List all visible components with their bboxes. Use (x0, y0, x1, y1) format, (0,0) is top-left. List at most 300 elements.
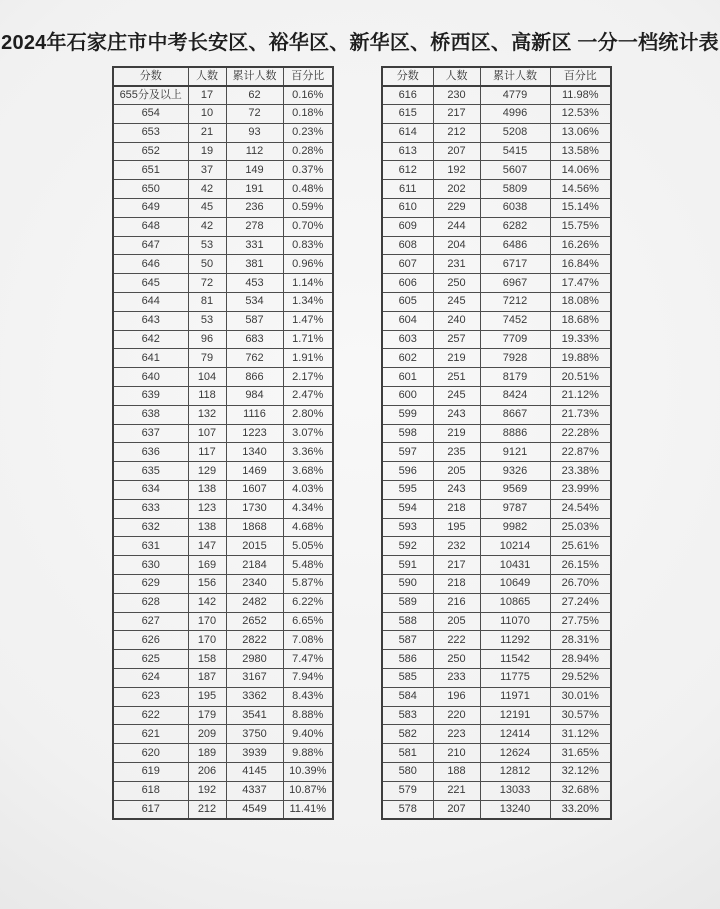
table-row (382, 781, 611, 800)
table-cell: 231 (433, 255, 480, 274)
table-cell: 8.88% (283, 706, 333, 725)
table-cell: 651 (113, 161, 188, 180)
table-cell: 24.54% (550, 499, 611, 518)
table-cell: 2.47% (283, 387, 333, 406)
score-table-right (381, 66, 612, 820)
table-cell: 32.68% (550, 781, 611, 800)
table-cell: 5.48% (283, 556, 333, 575)
table-cell: 245 (433, 387, 480, 406)
table-cell: 169 (188, 556, 226, 575)
table-cell: 29.52% (550, 669, 611, 688)
table-cell: 1.71% (283, 330, 333, 349)
table-cell: 11542 (480, 650, 550, 669)
table-cell: 10214 (480, 537, 550, 556)
table-cell: 613 (382, 142, 433, 161)
table-cell: 14.06% (550, 161, 611, 180)
table-cell: 598 (382, 424, 433, 443)
table-cell: 42 (188, 217, 226, 236)
table-cell: 0.28% (283, 142, 333, 161)
table-cell: 594 (382, 499, 433, 518)
table-row (382, 236, 611, 255)
table-cell: 123 (188, 499, 226, 518)
table-cell: 21.73% (550, 405, 611, 424)
table-cell: 606 (382, 274, 433, 293)
table-cell: 628 (113, 593, 188, 612)
table-cell: 614 (382, 123, 433, 142)
table-cell: 4.34% (283, 499, 333, 518)
table-cell: 28.94% (550, 650, 611, 669)
table-cell: 31.65% (550, 744, 611, 763)
table-cell: 220 (433, 706, 480, 725)
table-cell: 602 (382, 349, 433, 368)
table-cell: 236 (226, 199, 283, 218)
table-cell: 196 (433, 687, 480, 706)
table-cell: 243 (433, 481, 480, 500)
table-cell: 9.88% (283, 744, 333, 763)
table-cell: 3167 (226, 669, 283, 688)
table-cell: 156 (188, 575, 226, 594)
table-row (113, 180, 333, 199)
table-cell: 240 (433, 311, 480, 330)
table-cell: 12624 (480, 744, 550, 763)
table-row (382, 593, 611, 612)
table-row (113, 424, 333, 443)
table-cell: 27.75% (550, 612, 611, 631)
table-cell: 170 (188, 631, 226, 650)
page-title: 2024年石家庄市中考长安区、裕华区、新华区、桥西区、高新区 一分一档统计表 (1, 32, 719, 54)
table-row (382, 105, 611, 124)
table-cell: 26.15% (550, 556, 611, 575)
table-row (113, 443, 333, 462)
table-cell: 53 (188, 236, 226, 255)
table-cell: 250 (433, 650, 480, 669)
table-cell: 0.70% (283, 217, 333, 236)
table-cell: 10 (188, 105, 226, 124)
table-row (382, 481, 611, 500)
header-cumulative: 累计人数 (480, 67, 550, 86)
table-cell: 18.08% (550, 293, 611, 312)
table-cell: 206 (188, 762, 226, 781)
table-cell: 630 (113, 556, 188, 575)
table-cell: 631 (113, 537, 188, 556)
table-cell: 0.59% (283, 199, 333, 218)
table-cell: 27.24% (550, 593, 611, 612)
table-row (113, 556, 333, 575)
table-cell: 21.12% (550, 387, 611, 406)
table-cell: 233 (433, 669, 480, 688)
table-cell: 158 (188, 650, 226, 669)
table-cell: 11292 (480, 631, 550, 650)
table-cell: 588 (382, 612, 433, 631)
table-cell: 625 (113, 650, 188, 669)
table-cell: 10865 (480, 593, 550, 612)
table-cell: 207 (433, 800, 480, 819)
table-cell: 5.87% (283, 575, 333, 594)
table-cell: 2.80% (283, 405, 333, 424)
table-row (113, 650, 333, 669)
table-cell: 223 (433, 725, 480, 744)
table-cell: 604 (382, 311, 433, 330)
table-cell: 762 (226, 349, 283, 368)
table-cell: 618 (113, 781, 188, 800)
table-cell: 16.84% (550, 255, 611, 274)
table-cell: 590 (382, 575, 433, 594)
table-row (382, 725, 611, 744)
header-score: 分数 (382, 67, 433, 86)
header-count: 人数 (188, 67, 226, 86)
table-cell: 138 (188, 481, 226, 500)
table-cell: 2822 (226, 631, 283, 650)
table-row (382, 255, 611, 274)
table-cell: 79 (188, 349, 226, 368)
table-cell: 1116 (226, 405, 283, 424)
table-row (113, 800, 333, 819)
table-row (113, 236, 333, 255)
table-cell: 250 (433, 274, 480, 293)
table-cell: 229 (433, 199, 480, 218)
table-cell: 2340 (226, 575, 283, 594)
table-cell: 2.17% (283, 368, 333, 387)
table-cell: 13.58% (550, 142, 611, 161)
table-cell: 11971 (480, 687, 550, 706)
table-row (113, 217, 333, 236)
table-cell: 5208 (480, 123, 550, 142)
table-cell: 634 (113, 481, 188, 500)
table-cell: 0.37% (283, 161, 333, 180)
table-cell: 12.53% (550, 105, 611, 124)
table-row (113, 86, 333, 105)
table-cell: 0.16% (283, 86, 333, 105)
table-cell: 21 (188, 123, 226, 142)
table-cell: 10431 (480, 556, 550, 575)
table-cell: 6038 (480, 199, 550, 218)
table-cell: 191 (226, 180, 283, 199)
table-cell: 633 (113, 499, 188, 518)
table-cell: 188 (433, 762, 480, 781)
header-score: 分数 (113, 67, 188, 86)
table-row (382, 631, 611, 650)
table-cell: 218 (433, 575, 480, 594)
table-cell: 28.31% (550, 631, 611, 650)
table-row (113, 199, 333, 218)
table-row (113, 518, 333, 537)
table-cell: 641 (113, 349, 188, 368)
table-cell: 3939 (226, 744, 283, 763)
table-cell: 0.18% (283, 105, 333, 124)
table-cell: 589 (382, 593, 433, 612)
table-cell: 4779 (480, 86, 550, 105)
table-cell: 639 (113, 387, 188, 406)
table-row (382, 349, 611, 368)
table-cell: 6486 (480, 236, 550, 255)
table-cell: 81 (188, 293, 226, 312)
table-cell: 32.12% (550, 762, 611, 781)
table-cell: 9.40% (283, 725, 333, 744)
table-cell: 10649 (480, 575, 550, 594)
table-cell: 655分及以上 (113, 86, 188, 105)
table-cell: 616 (382, 86, 433, 105)
table-cell: 12812 (480, 762, 550, 781)
table-cell: 195 (433, 518, 480, 537)
table-cell: 207 (433, 142, 480, 161)
table-row (382, 499, 611, 518)
table-cell: 205 (433, 462, 480, 481)
table-cell: 10.87% (283, 781, 333, 800)
table-cell: 112 (226, 142, 283, 161)
table-cell: 4549 (226, 800, 283, 819)
table-cell: 635 (113, 462, 188, 481)
table-row (113, 105, 333, 124)
table-cell: 93 (226, 123, 283, 142)
table-cell: 232 (433, 537, 480, 556)
table-cell: 23.38% (550, 462, 611, 481)
table-cell: 580 (382, 762, 433, 781)
table-cell: 5607 (480, 161, 550, 180)
table-cell: 235 (433, 443, 480, 462)
table-cell: 1868 (226, 518, 283, 537)
table-cell: 624 (113, 669, 188, 688)
table-cell: 15.14% (550, 199, 611, 218)
table-cell: 984 (226, 387, 283, 406)
table-cell: 9121 (480, 443, 550, 462)
table-row (382, 123, 611, 142)
table-cell: 647 (113, 236, 188, 255)
table-row (113, 311, 333, 330)
table-row (113, 744, 333, 763)
table-cell: 18.68% (550, 311, 611, 330)
table-cell: 14.56% (550, 180, 611, 199)
table-cell: 72 (226, 105, 283, 124)
header-row (113, 67, 333, 86)
table-cell: 593 (382, 518, 433, 537)
table-cell: 1.14% (283, 274, 333, 293)
table-cell: 30.01% (550, 687, 611, 706)
table-cell: 189 (188, 744, 226, 763)
table-cell: 3750 (226, 725, 283, 744)
table-cell: 581 (382, 744, 433, 763)
table-cell: 632 (113, 518, 188, 537)
table-cell: 4145 (226, 762, 283, 781)
table-cell: 26.70% (550, 575, 611, 594)
header-percent: 百分比 (550, 67, 611, 86)
table-cell: 17.47% (550, 274, 611, 293)
table-cell: 9569 (480, 481, 550, 500)
table-cell: 636 (113, 443, 188, 462)
table-cell: 212 (433, 123, 480, 142)
table-row (382, 142, 611, 161)
table-cell: 9326 (480, 462, 550, 481)
table-cell: 53 (188, 311, 226, 330)
table-cell: 118 (188, 387, 226, 406)
header-count: 人数 (433, 67, 480, 86)
table-row (382, 556, 611, 575)
table-row (113, 762, 333, 781)
table-cell: 195 (188, 687, 226, 706)
table-cell: 12191 (480, 706, 550, 725)
table-cell: 149 (226, 161, 283, 180)
table-cell: 12414 (480, 725, 550, 744)
table-cell: 216 (433, 593, 480, 612)
table-row (113, 293, 333, 312)
table-cell: 22.28% (550, 424, 611, 443)
table-cell: 381 (226, 255, 283, 274)
table-cell: 13.06% (550, 123, 611, 142)
table-cell: 644 (113, 293, 188, 312)
table-cell: 210 (433, 744, 480, 763)
table-cell: 648 (113, 217, 188, 236)
table-row (382, 424, 611, 443)
table-cell: 534 (226, 293, 283, 312)
table-row (113, 781, 333, 800)
table-cell: 3.07% (283, 424, 333, 443)
table-row (113, 462, 333, 481)
table-cell: 7928 (480, 349, 550, 368)
table-cell: 592 (382, 537, 433, 556)
table-row (113, 687, 333, 706)
header-percent: 百分比 (283, 67, 333, 86)
table-cell: 626 (113, 631, 188, 650)
table-cell: 627 (113, 612, 188, 631)
table-cell: 9787 (480, 499, 550, 518)
table-cell: 2184 (226, 556, 283, 575)
table-cell: 866 (226, 368, 283, 387)
table-cell: 599 (382, 405, 433, 424)
table-cell: 6282 (480, 217, 550, 236)
table-cell: 50 (188, 255, 226, 274)
table-cell: 637 (113, 424, 188, 443)
table-cell: 595 (382, 481, 433, 500)
table-cell: 217 (433, 105, 480, 124)
table-row (113, 612, 333, 631)
table-cell: 8886 (480, 424, 550, 443)
table-cell: 13240 (480, 800, 550, 819)
table-cell: 15.75% (550, 217, 611, 236)
table-row (382, 368, 611, 387)
table-cell: 9982 (480, 518, 550, 537)
table-row (113, 706, 333, 725)
table-cell: 650 (113, 180, 188, 199)
table-row (382, 161, 611, 180)
table-cell: 591 (382, 556, 433, 575)
table-cell: 243 (433, 405, 480, 424)
table-cell: 610 (382, 199, 433, 218)
table-row (382, 199, 611, 218)
table-cell: 6.22% (283, 593, 333, 612)
table-cell: 192 (433, 161, 480, 180)
table-cell: 19.33% (550, 330, 611, 349)
table-cell: 7.94% (283, 669, 333, 688)
table-cell: 578 (382, 800, 433, 819)
table-row (382, 518, 611, 537)
table-cell: 0.23% (283, 123, 333, 142)
table-row (382, 687, 611, 706)
table-cell: 2652 (226, 612, 283, 631)
table-cell: 453 (226, 274, 283, 293)
table-cell: 7.47% (283, 650, 333, 669)
table-cell: 25.03% (550, 518, 611, 537)
table-cell: 2482 (226, 593, 283, 612)
table-cell: 22.87% (550, 443, 611, 462)
table-cell: 179 (188, 706, 226, 725)
table-row (113, 123, 333, 142)
table-cell: 582 (382, 725, 433, 744)
table-cell: 8667 (480, 405, 550, 424)
table-cell: 0.83% (283, 236, 333, 255)
table-cell: 1.91% (283, 349, 333, 368)
table-cell: 230 (433, 86, 480, 105)
table-row (382, 706, 611, 725)
table-cell: 62 (226, 86, 283, 105)
table-cell: 605 (382, 293, 433, 312)
table-cell: 640 (113, 368, 188, 387)
table-cell: 202 (433, 180, 480, 199)
tables-container (112, 66, 720, 820)
table-cell: 7709 (480, 330, 550, 349)
table-cell: 3541 (226, 706, 283, 725)
table-cell: 1607 (226, 481, 283, 500)
table-cell: 645 (113, 274, 188, 293)
table-cell: 629 (113, 575, 188, 594)
table-cell: 4.03% (283, 481, 333, 500)
table-cell: 11.41% (283, 800, 333, 819)
table-cell: 596 (382, 462, 433, 481)
table-cell: 2980 (226, 650, 283, 669)
score-table-left (112, 66, 334, 820)
table-cell: 615 (382, 105, 433, 124)
table-cell: 643 (113, 311, 188, 330)
table-cell: 187 (188, 669, 226, 688)
table-cell: 638 (113, 405, 188, 424)
table-row (382, 217, 611, 236)
table-row (113, 255, 333, 274)
table-cell: 585 (382, 669, 433, 688)
table-cell: 4.68% (283, 518, 333, 537)
table-cell: 1469 (226, 462, 283, 481)
table-cell: 221 (433, 781, 480, 800)
table-cell: 33.20% (550, 800, 611, 819)
header-row (382, 67, 611, 86)
table-cell: 646 (113, 255, 188, 274)
table-cell: 607 (382, 255, 433, 274)
table-cell: 37 (188, 161, 226, 180)
table-cell: 212 (188, 800, 226, 819)
table-cell: 11070 (480, 612, 550, 631)
table-cell: 244 (433, 217, 480, 236)
table-cell: 11775 (480, 669, 550, 688)
table-cell: 219 (433, 424, 480, 443)
table-cell: 649 (113, 199, 188, 218)
table-cell: 597 (382, 443, 433, 462)
table-cell: 5415 (480, 142, 550, 161)
table-cell: 1340 (226, 443, 283, 462)
table-cell: 218 (433, 499, 480, 518)
table-cell: 138 (188, 518, 226, 537)
table-cell: 600 (382, 387, 433, 406)
table-cell: 601 (382, 368, 433, 387)
table-cell: 1223 (226, 424, 283, 443)
table-row (113, 631, 333, 650)
table-cell: 3.36% (283, 443, 333, 462)
table-cell: 654 (113, 105, 188, 124)
table-cell: 579 (382, 781, 433, 800)
table-cell: 222 (433, 631, 480, 650)
table-cell: 620 (113, 744, 188, 763)
table-cell: 209 (188, 725, 226, 744)
table-cell: 612 (382, 161, 433, 180)
table-cell: 331 (226, 236, 283, 255)
table-cell: 245 (433, 293, 480, 312)
table-cell: 683 (226, 330, 283, 349)
